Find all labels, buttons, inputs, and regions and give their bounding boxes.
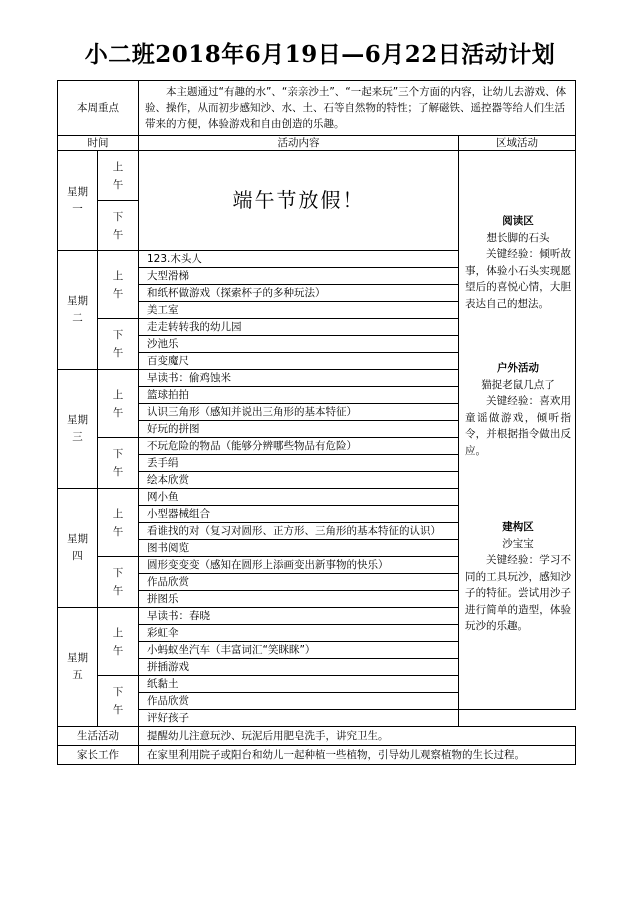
monday-am: 上午 bbox=[98, 151, 139, 201]
area-name: 户外活动 bbox=[497, 362, 539, 374]
area-name: 建构区 bbox=[502, 521, 534, 533]
activity-item: 彩虹伞 bbox=[139, 625, 459, 642]
activity-item: 小蚂蚁坐汽车（丰富词汇“笑眯眯”） bbox=[139, 642, 459, 659]
activity-item: 认识三角形（感知并说出三角形的基本特征） bbox=[139, 404, 459, 421]
wednesday-pm: 下午 bbox=[98, 438, 139, 489]
week-focus-label: 本周重点 bbox=[58, 81, 139, 136]
life-label: 生活活动 bbox=[58, 727, 139, 746]
wednesday-am: 上午 bbox=[98, 370, 139, 438]
activity-item: 沙池乐 bbox=[139, 336, 459, 353]
header-time: 时间 bbox=[58, 136, 139, 151]
friday-pm: 下午 bbox=[98, 676, 139, 727]
day-wednesday: 星期三 bbox=[58, 370, 98, 489]
activity-item: 绘本欣赏 bbox=[139, 472, 459, 489]
area-sub: 想长脚的石头 bbox=[486, 231, 550, 244]
activity-item: 百变魔尺 bbox=[139, 353, 459, 370]
activity-item: 不玩危险的物品（能够分辨哪些物品有危险） bbox=[139, 438, 459, 455]
day-tuesday: 星期二 bbox=[58, 251, 98, 370]
activity-item: 丢手绢 bbox=[139, 455, 459, 472]
activity-item: 美工室 bbox=[139, 302, 459, 319]
activity-item: 好玩的拼图 bbox=[139, 421, 459, 438]
tuesday-am: 上午 bbox=[98, 251, 139, 319]
activity-item: 小型器械组合 bbox=[139, 506, 459, 523]
page-title: 小二班2018年6月19日—6月22日活动计划 bbox=[84, 41, 556, 68]
activity-item: 拼插游戏 bbox=[139, 659, 459, 676]
week-focus-text: 本主题通过“有趣的水”、“亲亲沙土”、“一起来玩”三个方面的内容，让幼儿去游戏、体验、操作，从而初步感知沙、水、土、石等自然物的特性；了解磁铁、遥控器等给人们生活带来的方便，体验游戏和自由创造的乐趣。 bbox=[139, 81, 576, 136]
life-text: 提醒幼儿注意玩沙、玩泥后用肥皂洗手，讲究卫生。 bbox=[139, 727, 576, 746]
activity-item: 早读书：春晓 bbox=[139, 608, 459, 625]
activity-item: 作品欣赏 bbox=[139, 574, 459, 591]
monday-pm: 下午 bbox=[98, 201, 139, 251]
area-name: 阅读区 bbox=[502, 215, 534, 227]
activity-item: 走走转转我的幼儿园 bbox=[139, 319, 459, 336]
day-monday: 星期一 bbox=[58, 151, 98, 251]
activity-plan-table bbox=[57, 80, 576, 765]
header-area: 区域活动 bbox=[459, 136, 576, 151]
activity-item: 篮球拍拍 bbox=[139, 387, 459, 404]
thursday-pm: 下午 bbox=[98, 557, 139, 608]
area-sub: 沙宝宝 bbox=[502, 537, 534, 550]
area-sub: 猫捉老鼠几点了 bbox=[481, 378, 555, 391]
activity-item: 评好孩子 bbox=[139, 710, 459, 727]
area-text: 关键经验：喜欢用童谣做游戏，倾听指令，并根据指令做出反应。 bbox=[465, 395, 572, 457]
activity-item: 早读书：偷鸡蚀米 bbox=[139, 370, 459, 387]
parent-label: 家长工作 bbox=[58, 746, 139, 765]
activity-item: 123.木头人 bbox=[139, 251, 459, 268]
tuesday-pm: 下午 bbox=[98, 319, 139, 370]
header-content: 活动内容 bbox=[139, 136, 459, 151]
area-activities bbox=[459, 151, 576, 710]
thursday-am: 上午 bbox=[98, 489, 139, 557]
area-text: 关键经验：学习不同的工具玩沙，感知沙子的特征。尝试用沙子进行简单的造型，体验玩沙的乐趣。 bbox=[465, 554, 572, 632]
monday-holiday: 端午节放假！ bbox=[139, 151, 459, 251]
activity-item: 网小鱼 bbox=[139, 489, 459, 506]
activity-item: 纸黏土 bbox=[139, 676, 459, 693]
day-friday: 星期五 bbox=[58, 608, 98, 727]
area-text: 关键经验：倾听故事，体验小石头实现愿望后的喜悦心情，大胆表达自己的想法。 bbox=[465, 248, 572, 310]
activity-item: 拼图乐 bbox=[139, 591, 459, 608]
activity-item: 图书阅览 bbox=[139, 540, 459, 557]
activity-item: 看谁找的对（复习对圆形、正方形、三角形的基本特征的认识） bbox=[139, 523, 459, 540]
activity-item: 圆形变变变（感知在圆形上添画变出新事物的快乐） bbox=[139, 557, 459, 574]
activity-item: 大型滑梯 bbox=[139, 268, 459, 285]
parent-text: 在家里利用院子或阳台和幼儿一起种植一些植物，引导幼儿观察植物的生长过程。 bbox=[139, 746, 576, 765]
friday-am: 上午 bbox=[98, 608, 139, 676]
activity-item: 作品欣赏 bbox=[139, 693, 459, 710]
activity-item: 和纸杯做游戏（探索杯子的多种玩法） bbox=[139, 285, 459, 302]
day-thursday: 星期四 bbox=[58, 489, 98, 608]
